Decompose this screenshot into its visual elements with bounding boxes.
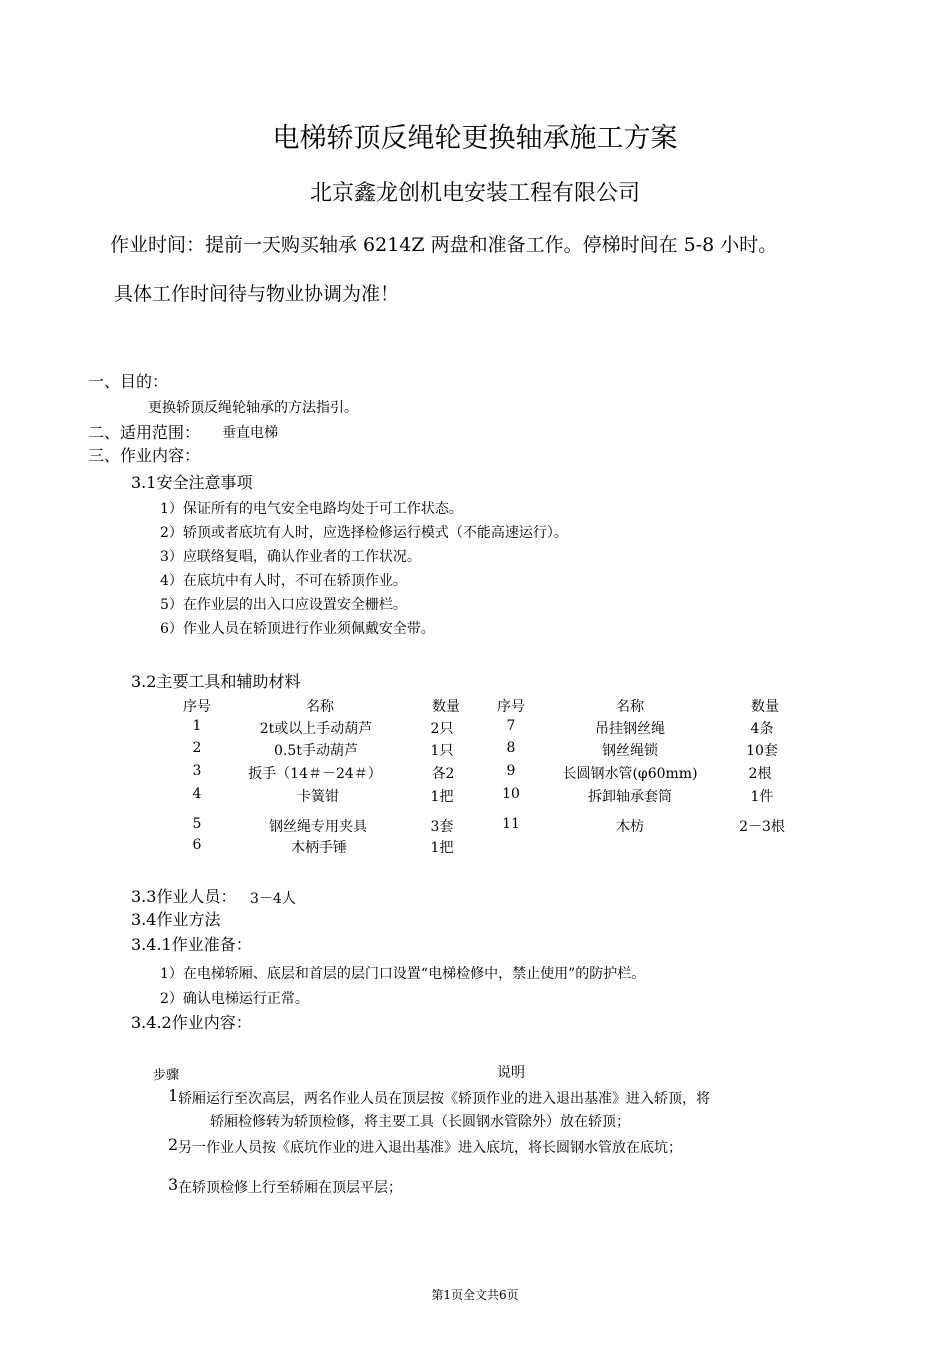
table-cell: 9 — [506, 763, 516, 779]
step-number: 3 — [168, 1175, 179, 1194]
table-header-cell: 名称 — [306, 699, 334, 715]
table-cell: 0.5t手动葫芦 — [274, 743, 358, 759]
table-cell: 2 — [192, 740, 202, 756]
table-cell: 各2 — [431, 766, 455, 782]
table-cell: 2t或以上手动葫芦 — [259, 721, 373, 737]
description-column-header: 说明 — [497, 1065, 525, 1081]
table-cell: 1把 — [430, 840, 454, 856]
table-cell: 7 — [506, 718, 516, 734]
purpose-heading: 一、目的： — [88, 372, 169, 391]
table-cell: 1件 — [750, 789, 774, 805]
purpose-text: 更换轿顶反绳轮轴承的方法指引。 — [148, 400, 358, 416]
table-header-cell: 数量 — [432, 699, 460, 715]
document-title: 电梯轿顶反绳轮更换轴承施工方案 — [272, 123, 678, 154]
table-cell: 1把 — [430, 789, 454, 805]
table-cell: 6 — [192, 837, 202, 853]
step-number: 2 — [168, 1135, 179, 1154]
safety-item: 5）在作业层的出入口应设置安全栅栏。 — [160, 597, 407, 613]
table-cell: 11 — [502, 816, 520, 832]
step-column-header: 步骤 — [153, 1068, 180, 1083]
intro-line-2: 具体工作时间待与物业协调为准！ — [114, 283, 400, 305]
staff-label: 3.3作业人员： — [131, 887, 237, 906]
scope-text: 垂直电梯 — [222, 425, 278, 441]
table-cell: 5 — [192, 816, 202, 832]
table-cell: 2根 — [748, 766, 772, 782]
step-number: 1 — [168, 1086, 179, 1105]
table-cell: 长圆钢水管(φ60mm) — [562, 766, 698, 782]
safety-item: 6）作业人员在轿顶进行作业须佩戴安全带。 — [160, 621, 435, 637]
scope-heading: 二、适用范围： — [88, 423, 201, 442]
table-cell: 钢丝绳锁 — [602, 743, 658, 759]
step-text: 轿厢运行至次高层，两名作业人员在顶层按《轿顶作业的进入退出基准》进入轿顶，将 — [178, 1091, 710, 1107]
table-cell: 卡簧钳 — [297, 789, 339, 805]
table-cell: 3 — [192, 763, 202, 779]
table-cell: 1 — [192, 718, 202, 734]
table-header-cell: 数量 — [751, 699, 779, 715]
content-heading: 三、作业内容： — [88, 446, 201, 465]
table-cell: 10套 — [746, 743, 778, 759]
table-cell: 4 — [192, 786, 202, 802]
step-text-continued: 轿厢检修转为轿顶检修，将主要工具（长圆钢水管除外）放在轿顶； — [210, 1114, 630, 1130]
method-heading: 3.4作业方法 — [131, 910, 221, 929]
table-cell: 扳手（14＃－24＃） — [248, 766, 382, 782]
table-cell: 1只 — [430, 743, 454, 759]
table-header-cell: 名称 — [616, 699, 644, 715]
safety-item: 2）轿顶或者底坑有人时，应选择检修运行模式（不能高速运行）。 — [160, 525, 568, 541]
table-cell: 钢丝绳专用夹具 — [269, 819, 367, 835]
intro-line-1: 作业时间：提前一天购买轴承 6214Z 两盘和准备工作。停梯时间在 5-8 小时。 — [110, 234, 778, 256]
table-cell: 木柄手锤 — [291, 840, 347, 856]
tools-heading: 3.2主要工具和辅助材料 — [131, 672, 301, 691]
table-cell: 3套 — [430, 819, 454, 835]
prep-item: 2）确认电梯运行正常。 — [160, 991, 309, 1007]
prep-item: 1）在电梯轿厢、底层和首层的层门口设置“电梯检修中，禁止使用”的防护栏。 — [160, 966, 646, 982]
safety-item: 1）保证所有的电气安全电路均处于可工作状态。 — [160, 501, 463, 517]
step-text: 在轿顶检修上行至轿厢在顶层平层； — [178, 1180, 402, 1196]
page-footer: 第1页全文共6页 — [431, 1288, 519, 1302]
staff-value: 3－4人 — [250, 891, 296, 907]
safety-heading: 3.1安全注意事项 — [131, 473, 253, 492]
table-cell: 拆卸轴承套筒 — [588, 789, 672, 805]
table-cell: 4条 — [750, 721, 774, 737]
step-text: 另一作业人员按《底坑作业的进入退出基准》进入底坑，将长圆钢水管放在底坑； — [178, 1140, 682, 1156]
company-name: 北京鑫龙创机电安装工程有限公司 — [309, 181, 640, 206]
work-heading: 3.4.2作业内容： — [131, 1013, 252, 1032]
table-header-cell: 序号 — [497, 699, 525, 715]
table-cell: 木枋 — [616, 819, 644, 835]
prep-heading: 3.4.1作业准备： — [131, 935, 252, 954]
safety-item: 3）应联络复唱，确认作业者的工作状况。 — [160, 549, 421, 565]
table-cell: 2－3根 — [739, 819, 785, 835]
table-cell: 吊挂钢丝绳 — [595, 721, 665, 737]
table-cell: 10 — [502, 786, 520, 802]
safety-item: 4）在底坑中有人时，不可在轿顶作业。 — [160, 573, 407, 589]
table-cell: 2只 — [430, 721, 454, 737]
table-cell: 8 — [506, 740, 516, 756]
table-header-cell: 序号 — [183, 699, 211, 715]
